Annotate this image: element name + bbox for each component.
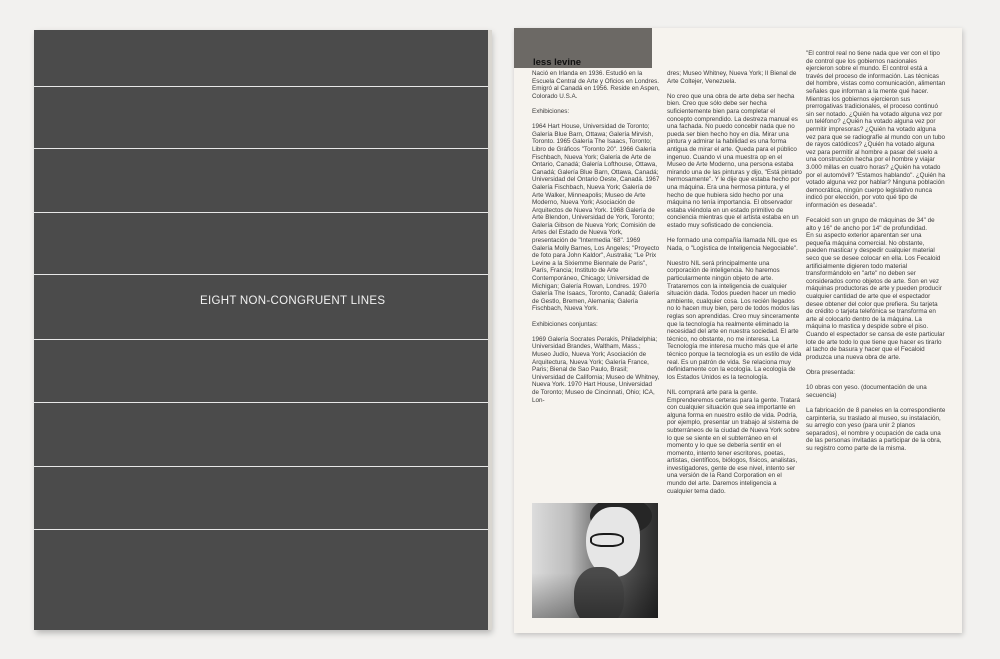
cover-page-edge [488, 30, 492, 630]
cover-line [34, 212, 490, 213]
cover-line [34, 402, 490, 403]
text-column-2: dres; Museo Whitney, Nueva York; II Bienal de Arte Coltejer, Venezuela. No creo que una obra de arte deba ser hecha bien. Creo que sólo debe ser hecha suficientemente bien para completar el concepto comprendido. La destreza manual es una fachada. No puedo concebir nada que no pueda ser bien hecho hoy en día. Mirar una pintura y admirar la habilidad es una forma antigua de mirar el arte. Queda para el público ingenuo. Cuando vi una muestra op en el Museo de Arte Moderno, una persona estaba mirando una de las pinturas y dijo, "Está pintado hermosamente". Y le dije que estaba hecho por una máquina. Era una hermosa pintura, y el hecho de que hubiera sido hecho por una máquina no tenía importancia. El observador estaba viéndola en un estado primitivo de conciencia mientras que el artista estaba en un estado muy sofisticado de conciencia. He formado una compañía llamada NIL que es Nada, o "Logística de Inteligencia Negociable". Nuestro NIL será principalmente una corporación de inteligencia. No haremos particularmente ningún objeto de arte. Trataremos con la inteligencia de cualquier situación dada. Todos pueden hacer un medio ambiente, cualquier cosa. Los recién llegados no lo hacen muy bien, pero de todos modos las reglas son aprendidas. Creo muy sinceramente que la tecnología ha realmente eliminado la necesidad del arte en nuestra sociedad. El arte técnico, no obstante, no me interesa. La Tecnología me interesa mucho más que el arte técnico porque la tecnología es un estilo de vida real. Es un patrón de vida. Se relaciona muy definidamente con la ecología. La ecología de los Estados Unidos es la tecnología. NIL comprará arte para la gente. Emprenderemos certeras para la gente. Tratará con cualquier situación que sea importante en alguna forma en nuestro estilo de vida. Podría, por ejemplo, presentar un trabajo al sistema de subterráneos de la ciudad de Nueva York sobre lo que se siente en el subterráneo en el momento y lo que se debería sentir en el momento, intento tener escritores, poetas, artistas, científicos, biólogos, físicos, analistas, investigadores, gente de ese nivel, intento ser una versión de la Rand Corporation en el mundo del arte. Daremos inteligencia a cualquier tema dado. [667, 70, 802, 495]
cover-line [34, 466, 490, 467]
text-column-3: "El control real no tiene nada que ver con el tipo de control que los gobiernos nacionales ejercieron sobre el mundo. El control está a través del proceso de información. Las técnicas del hombre, vistas como comunicación, alimentan señales que informan a la mente qué hacer. Mientras los gobiernos ejercieron sus prerrogativas tradicionales, el proceso continuó sin ser notado. ¿Quién ha votado alguna vez por un teléfono? ¿Quién ha votado alguna vez por permitir impresoras? ¿Quién ha votado alguna vez para que se radiografíe al mundo con un tubo de rayos catódicos? ¿Quién ha votado alguna vez para permitir al hombre a pasar del suelo a una construcción hecha por el hombre y viajar 3.000 millas en cuatro horas? ¿Quién ha votado por el automóvil? "Estamos hablando". ¿Quién ha votado alguna vez por hablar? Ninguna población democrática, ningún cuerpo legislativo nunca indicó por elección, por voto qué tipo de información es deseada". Fecaloid son un grupo de máquinas de 34" de alto y 16" de ancho por 14" de profundidad. En su aspecto exterior aparentan ser una pequeña máquina comercial. No obstante, pueden masticar y despedir cualquier material seco que se desee colocar en ella. Los Fecaloid artificialmente digieren todo material transformándolo en "arte" no deben ser considerados como objetos de arte. Son en vez máquinas productoras de arte y pueden producir cualquier cantidad de arte que el espectador desee obtener del color que prefiera. Su tarjeta de crédito o tarjeta telefónica se transforma en arte al colocarlo dentro de la máquina. La máquina lo mastica y despide sobre el piso. Cuando el espectador se cansa de este particular lote de arte todo lo que tiene que hacer es tirarlo al tacho de basura y hacer que el Fecaloid produzca una nueva obra de arte. Obra presentada: 10 obras con yeso. (documentación de una secuencia) La fabricación de 8 paneles en la correspondiente carpintería, su traslado al museo, su instalación, su arreglo con yeso (para unir 2 planos separados), el nombre y ocupación de cada una de las personas invitadas a participar de la obra, su registro como parte de la misma. [806, 50, 946, 452]
cover-line [34, 529, 490, 530]
catalog-page [514, 28, 962, 633]
cover-line [34, 274, 490, 275]
artist-photo [532, 503, 658, 618]
cover-line [34, 148, 490, 149]
catalog-cover [34, 30, 490, 630]
text-column-1: Nació en Irlanda en 1936. Estudió en la Escuela Central de Arte y Oficios en Londres. Emigró al Canadá en 1956. Reside en Aspen, Colorado U.S.A. Exhibiciones: 1964 Hart House, Universidad de Toronto; Galería Blue Barn, Ottawa; Galería Mirvish, Toronto. 1965 Galería The Isaacs, Toronto; Libro de Gráficos "Toronto 20". 1966 Galería Fischbach, Nueva York; Galería de Arte de Ontario, Canadá; Galería Lofthouse, Ottawa, Canadá; Galería Blue Barn, Ottawa, Canadá; Universidad del Ontario Oeste, Canadá. 1967 Galería Fischbach, Nueva York; Galería de Arte Walker, Minneapolis; Museo de Arte Moderno, Nueva York; Asociación de Arquitectos de Nueva York. 1968 Galería de Arte Blendon, Universidad de York, Toronto; Galería Gibson de Nueva York; Comisión de Artes del Estado de Nueva York, presentación de "Intermedia '68". 1969 Galería Molly Barnes, Los Angeles; "Proyecto de foto para John Kaldor", Australia; "Le Prix Levine a la Sixiemme Biennale de Paris", París, Francia; Instituto de Arte Contemporáneo, Chicago; Universidad de Michigan; Galería Rowan, Londres. 1970 Galería The Isaacs, Toronto, Canadá; Galería de Gestlo, Bremen, Alemania; Galería Fischbach, Nueva York. Exhibiciones conjuntas: 1969 Galería Socrates Perakis, Philadelphia; Universidad Brandes, Waltham, Mass.; Museo Judío, Nueva York; Asociación de Arquitectura, Nueva York; Galería France, Paris; Bienal de Sao Paulo, Brasil; Universidad de California; Museo de Whitney, Nueva York. 1970 Hart House, Universidad de Toronto; Museo de Cincinnati, Ohio; ICA, Lon- [532, 70, 660, 404]
cover-line [34, 86, 490, 87]
cover-title: EIGHT NON-CONGRUENT LINES [200, 295, 386, 307]
cover-line [34, 339, 490, 340]
artist-name: less levine [533, 57, 582, 68]
